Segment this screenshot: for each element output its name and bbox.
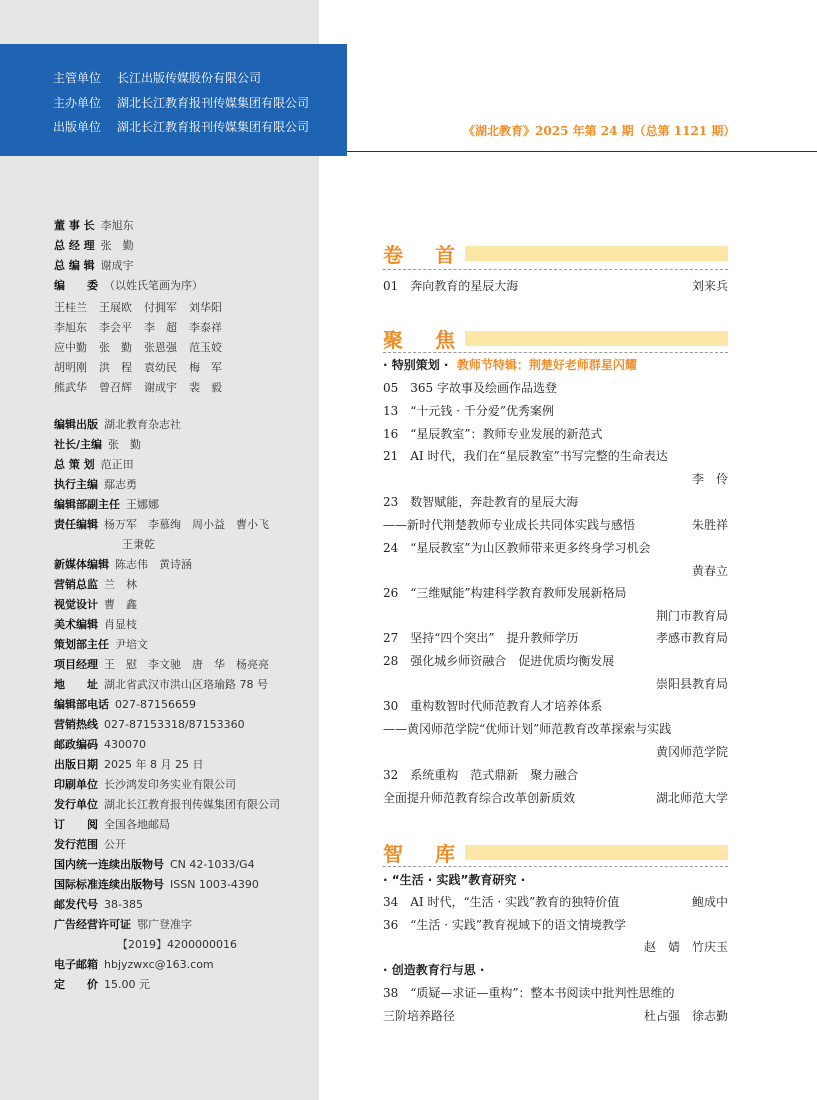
toc-author: 湖北师范大学 (655, 791, 728, 805)
info-row: 定 价 15.00 元 (54, 978, 150, 991)
info-row: 国内统一连续出版物号 CN 42-1033/G4 (54, 858, 255, 871)
info-row: 美术编辑 肖显枝 (54, 618, 137, 631)
section-band (465, 845, 728, 860)
board-row: 总 经 理 张 勤 (54, 239, 134, 252)
info-row: 社长/主编 张 勤 (54, 438, 142, 451)
board-row: 董 事 长 李旭东 (54, 219, 134, 232)
section-title: 聚焦 (383, 328, 487, 352)
board-members-row: 熊武华 曾召辉 谢成宇 裴 毅 (54, 381, 222, 394)
info-row: 新媒体编辑 陈志伟 黄诗涵 (54, 558, 192, 571)
toc-entry: 21 AI 时代，我们在“星辰教室”书写完整的生命表达 (383, 449, 668, 463)
info-row: 责任编辑 杨万军 李慕绚 周小益 曹小飞 (54, 518, 269, 531)
board-members-row: 胡明刚 洪 程 袁幼民 梅 军 (54, 361, 222, 374)
toc-entry: 23 数智赋能，奔赴教育的星辰大海 (383, 495, 579, 509)
left-sidebar (0, 0, 319, 1100)
section-divider (383, 269, 728, 270)
toc-entry: 24 “星辰教室”为山区教师带来更多终身学习机会 (383, 541, 651, 555)
toc-entry: 16 “星辰教室”：教师专业发展的新范式 (383, 427, 603, 441)
info-row: 编辑部副主任 王娜娜 (54, 498, 159, 511)
info-row: 项目经理 王 慰 李文驰 唐 华 杨亮亮 (54, 658, 269, 671)
toc-author: 荆门市教育局 (655, 609, 728, 623)
toc-entry: ——黄冈师范学院“优师计划”师范教育改革探索与实践 (383, 722, 672, 736)
info-row: 发行范围 公开 (54, 838, 126, 851)
toc-entry: ——新时代荆楚教师专业成长共同体实践与感悟 (383, 518, 636, 532)
toc-author: 黄春立 (691, 564, 728, 578)
toc-entry: 26 “三维赋能”构建科学教育教师发展新格局 (383, 586, 627, 600)
info-row: 编辑出版 湖北教育杂志社 (54, 418, 181, 431)
toc-author: 孝感市教育局 (655, 631, 728, 645)
section-divider (383, 866, 728, 867)
column-subhead: · “生活 · 实践”教育研究 · (383, 873, 526, 887)
info-row: 电子邮箱 hbjyzwxc@163.com (54, 958, 214, 971)
info-row: 营销热线 027-87153318/87153360 (54, 718, 245, 731)
info-row: 地 址 湖北省武汉市洪山区珞瑜路 78 号 (54, 678, 268, 691)
toc-entry: 38 “质疑—求证—重构”：整本书阅读中批判性思维的 (383, 986, 675, 1000)
toc-entry: 36 “生活 · 实践”教育视域下的语文情境教学 (383, 918, 626, 932)
toc-entry: 全面提升师范教育综合改革创新质效 (383, 791, 576, 805)
toc-author: 崇阳县教育局 (655, 677, 728, 691)
toc-author: 朱胜祥 (691, 518, 728, 532)
info-row: 【2019】4200000016 (117, 938, 237, 951)
info-row: 印刷单位 长沙鸿发印务实业有限公司 (54, 778, 236, 791)
section-header-juanshou (383, 242, 728, 267)
toc-entry: 13 “十元钱 · 千分爱”优秀案例 (383, 404, 554, 418)
toc-entry: 32 系统重构 范式鼎新 聚力融合 (383, 768, 579, 782)
publisher-row: 主管单位 长江出版传媒股份有限公司 (53, 71, 262, 85)
info-row: 王秉乾 (122, 538, 155, 551)
toc-author: 鲍成中 (691, 895, 728, 909)
publisher-row: 主办单位 湖北长江教育报刊传媒集团有限公司 (53, 96, 310, 110)
section-divider (383, 352, 728, 353)
info-row: 总 策 划 范正田 (54, 458, 134, 471)
info-row: 发行单位 湖北长江教育报刊传媒集团有限公司 (54, 798, 280, 811)
toc-entry: 28 强化城乡师资融合 促进优质均衡发展 (383, 654, 615, 668)
board-members-row: 王桂兰 王展欧 付拥军 刘华阳 (54, 301, 222, 314)
toc-entry: 27 坚持“四个突出” 提升教师学历 (383, 631, 579, 645)
section-band (465, 246, 728, 261)
info-row: 出版日期 2025 年 8 月 25 日 (54, 758, 204, 771)
info-row: 执行主编 鄢志勇 (54, 478, 137, 491)
info-row: 视觉设计 曹 鑫 (54, 598, 137, 611)
info-row: 广告经营许可证 鄂广登准字 (54, 918, 192, 931)
toc-entry: 01 奔向教育的星辰大海 (383, 279, 519, 293)
toc-entry: 05 365 字故事及绘画作品选登 (383, 381, 557, 395)
toc-entry: 30 重构数智时代师范教育人才培养体系 (383, 699, 603, 713)
header-rule (347, 151, 817, 152)
toc-author: 李 伶 (691, 472, 728, 486)
board-row: 总 编 辑 谢成宇 (54, 259, 134, 272)
toc-entry: 三阶培养路径 (383, 1009, 456, 1023)
toc-author: 刘来兵 (691, 279, 728, 293)
info-row: 策划部主任 尹培文 (54, 638, 148, 651)
column-subhead: · 创造教育行与思 · (383, 963, 485, 977)
toc-entry: 34 AI 时代，“生活 · 实践”教育的独特价值 (383, 895, 620, 909)
toc-author: 黄冈师范学院 (655, 745, 728, 759)
section-header-zhiku (383, 841, 728, 866)
board-members-row: 李旭东 李会平 李 超 李泰祥 (54, 321, 222, 334)
section-band (465, 331, 728, 346)
board-members-row: 应中勤 张 勤 张恩强 范玉姣 (54, 341, 222, 354)
section-header-jujiao (383, 327, 728, 352)
publisher-row: 出版单位 湖北长江教育报刊传媒集团有限公司 (53, 120, 310, 134)
toc-author: 赵 婧 竹庆玉 (643, 940, 728, 954)
board-row: 编 委 （以姓氏笔画为序） (54, 279, 203, 292)
toc-author: 杜占强 徐志勤 (643, 1009, 728, 1023)
info-row: 邮发代号 38-385 (54, 898, 143, 911)
info-row: 编辑部电话 027-87156659 (54, 698, 196, 711)
issue-line: 《湖北教育》2025 年第 24 期（总第 1121 期） (463, 124, 736, 138)
info-row: 国际标准连续出版物号 ISSN 1003-4390 (54, 878, 259, 891)
info-row: 营销总监 兰 林 (54, 578, 137, 591)
special-feature-subhead: · 特别策划 · 教师节特辑：荆楚好老师群星闪耀 (383, 358, 637, 372)
info-row: 邮政编码 430070 (54, 738, 146, 751)
section-title: 卷首 (383, 243, 487, 267)
info-row: 订 阅 全国各地邮局 (54, 818, 170, 831)
section-title: 智库 (383, 842, 487, 866)
